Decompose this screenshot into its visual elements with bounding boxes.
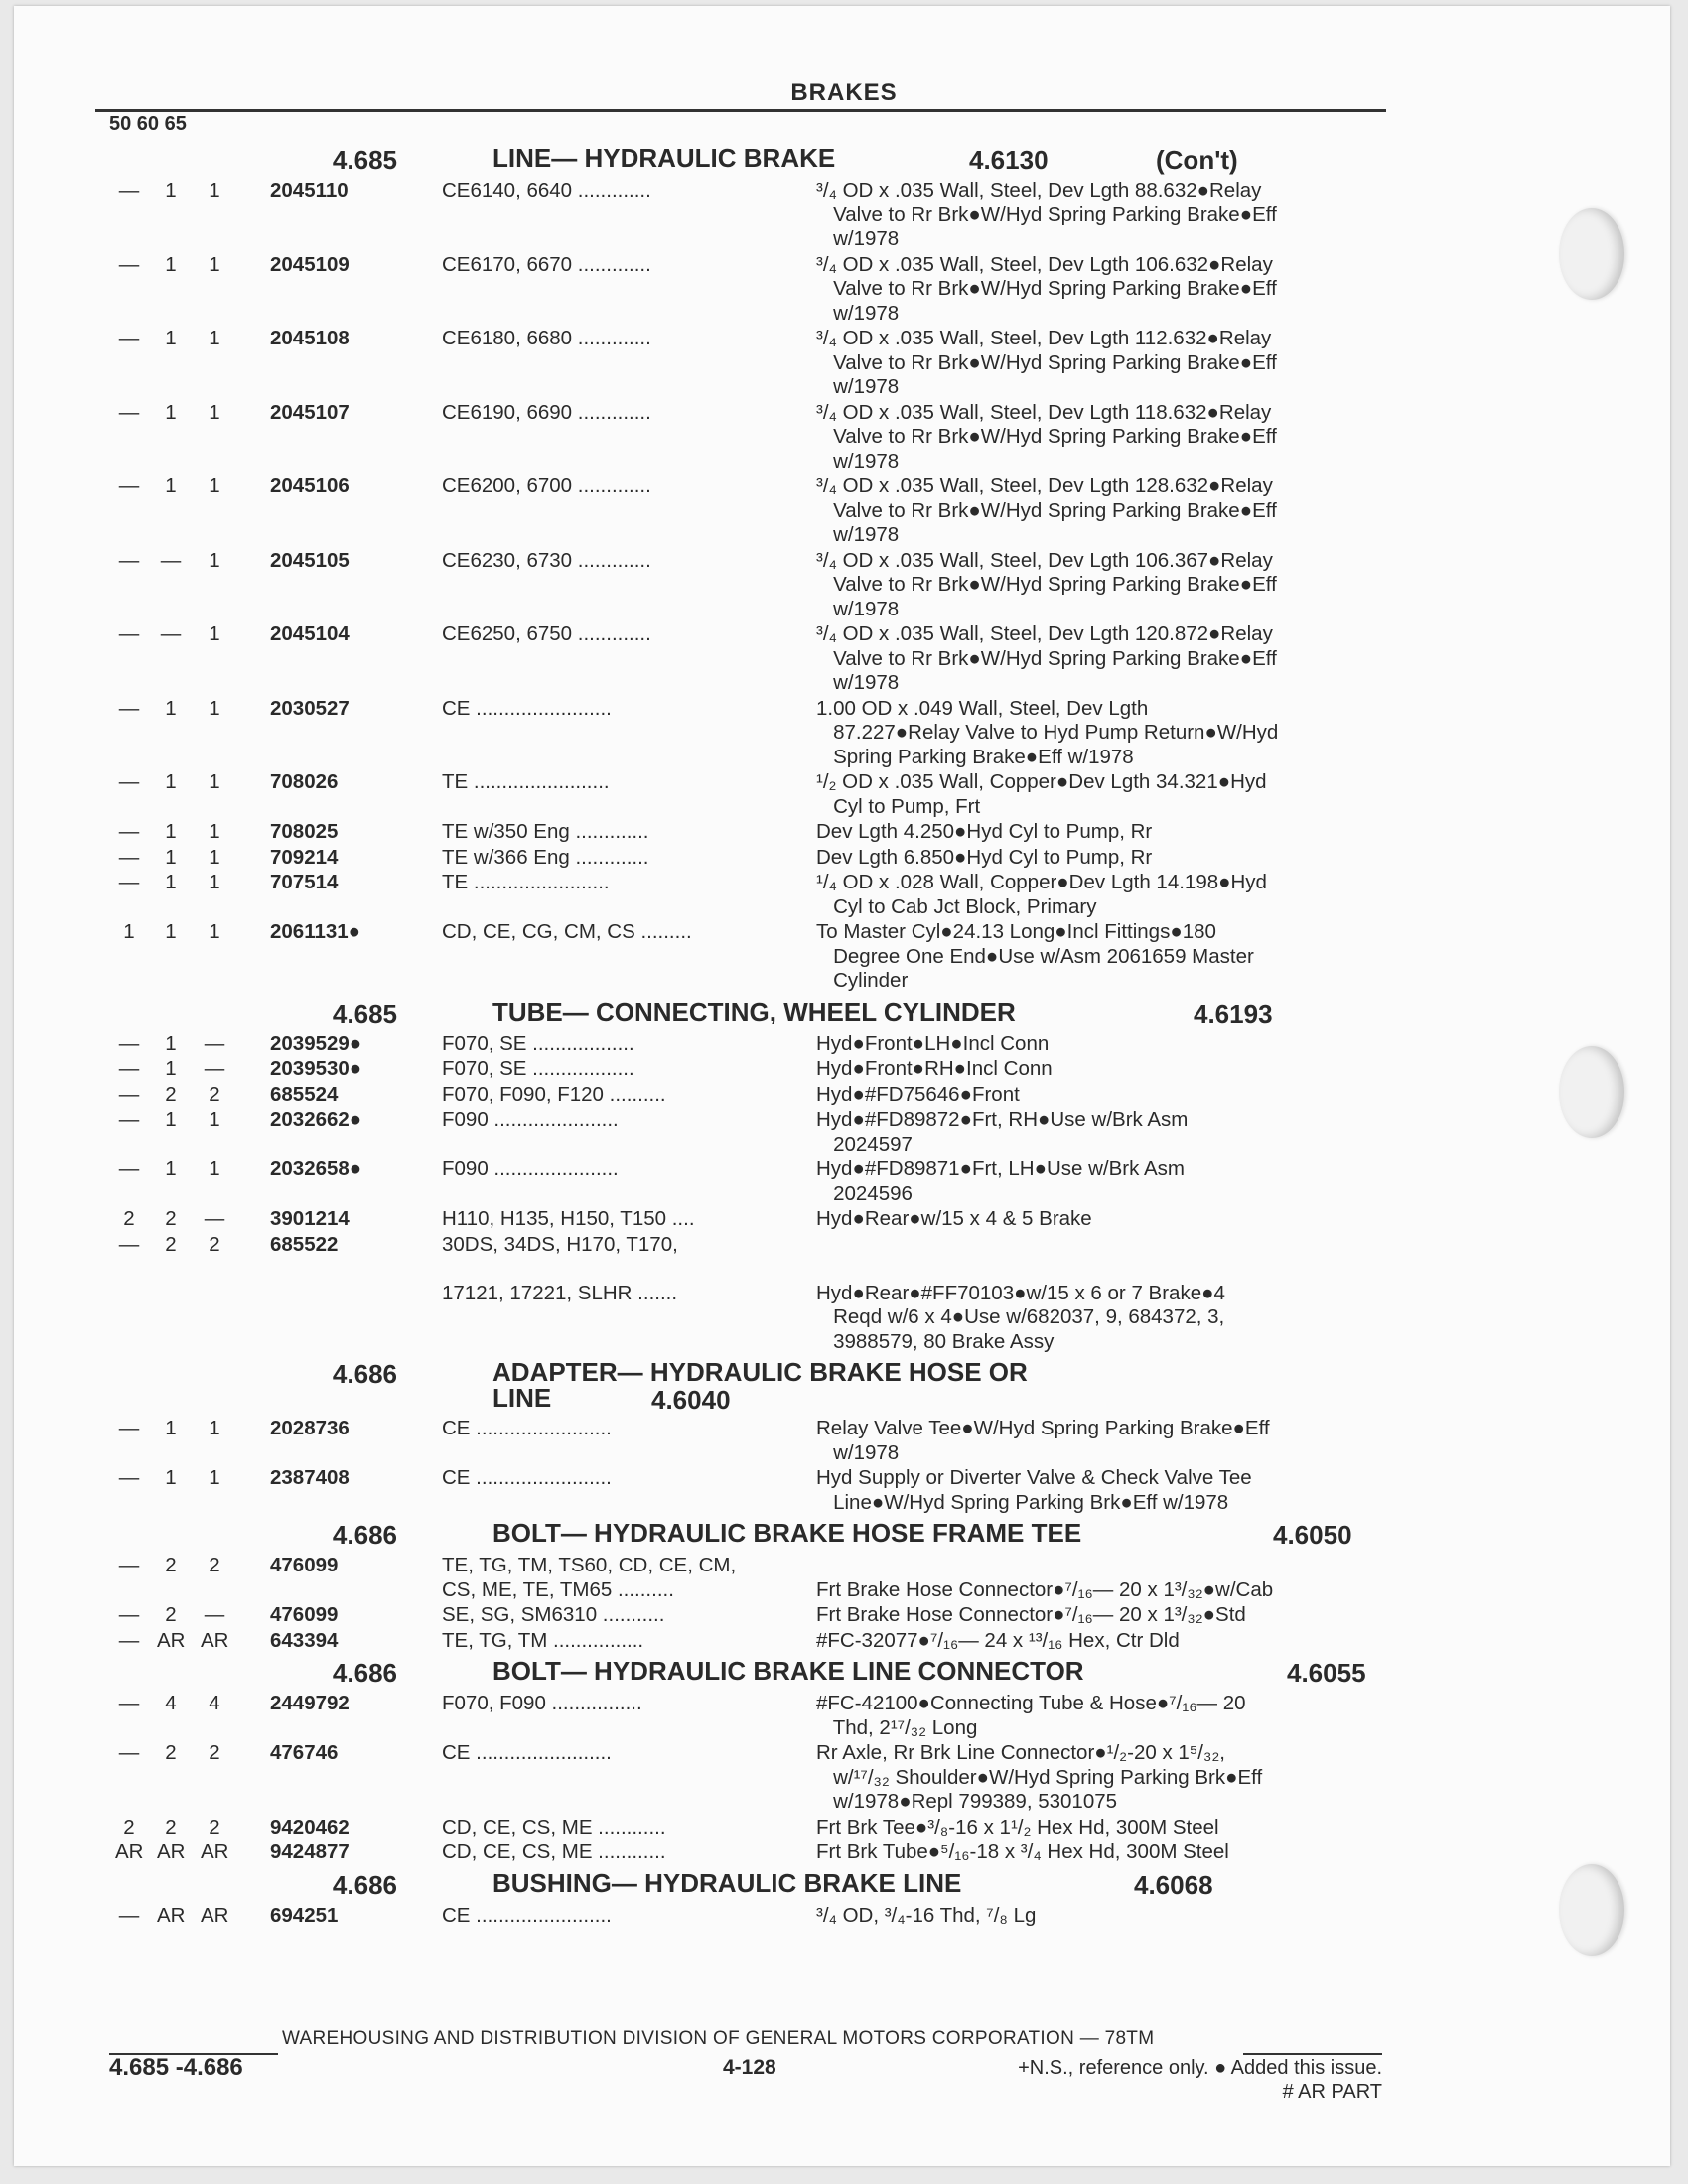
qty-1965: 2	[209, 1554, 220, 1576]
part-description: Reqd w/6 x 4●Use w/682037, 9, 684372, 3,	[816, 1305, 1225, 1328]
section-title-continued: LINE	[492, 1383, 552, 1413]
section-ref: 4.6055	[1287, 1658, 1366, 1688]
qty-1950: —	[118, 548, 140, 572]
part-row	[0, 253, 1688, 328]
qty-1965: 1	[209, 1417, 220, 1439]
model-applicability: CE ........................	[442, 1417, 612, 1439]
part-description: ³/₄ OD x .035 Wall, Steel, Dev Lgth 128.632●Relay	[816, 475, 1273, 497]
part-row	[0, 1816, 1688, 1842]
qty-1950: —	[118, 252, 140, 276]
part-description: 2024597	[816, 1132, 913, 1156]
part-row	[0, 179, 1688, 253]
qty-1960: 1	[165, 1108, 177, 1131]
qty-1950: —	[118, 475, 140, 497]
section-title: LINE— HYDRAULIC BRAKE	[492, 143, 836, 173]
part-description: Frt Brake Hose Connector●⁷/₁₆— 20 x 1³/₃₂●Std	[816, 1603, 1246, 1626]
qty-1965: AR	[201, 1628, 229, 1652]
qty-1965: 2	[209, 1815, 220, 1839]
part-number: 9420462	[270, 1815, 350, 1839]
part-description: Hyd●Rear●#FF70103●w/15 x 6 or 7 Brake●4	[816, 1281, 1225, 1304]
part-row	[0, 327, 1688, 401]
part-number: 476746	[270, 1741, 339, 1764]
part-row	[0, 1741, 1688, 1816]
part-description: #FC-42100●Connecting Tube & Hose●⁷/₁₆— 20	[816, 1692, 1246, 1714]
part-number: 3901214	[270, 1207, 350, 1230]
qty-1950: 1	[123, 920, 135, 943]
part-number: 2045109	[270, 252, 350, 276]
model-applicability: CE ........................	[442, 696, 612, 720]
part-description: w/1978	[816, 227, 900, 250]
part-description: Degree One End●Use w/Asm 2061659 Master	[816, 944, 1254, 968]
part-description: ³/₄ OD x .035 Wall, Steel, Dev Lgth 120.872●Relay	[816, 622, 1273, 645]
model-applicability: CD, CE, CG, CM, CS .........	[442, 920, 692, 943]
qty-1960: 2	[165, 1207, 177, 1230]
part-description: 87.227●Relay Valve to Hyd Pump Return●W/Hyd	[816, 721, 1279, 744]
section-heading	[0, 141, 1688, 179]
part-description: ³/₄ OD x .035 Wall, Steel, Dev Lgth 106.632●Relay	[816, 252, 1273, 276]
part-row	[0, 1108, 1688, 1158]
part-description: Dev Lgth 4.250●Hyd Cyl to Pump, Rr	[816, 820, 1153, 843]
part-row	[0, 1466, 1688, 1516]
qty-1965: 1	[209, 1108, 220, 1131]
part-number: 2032662●	[270, 1108, 362, 1131]
model-applicability: F090 ......................	[442, 1158, 619, 1180]
qty-1960: 1	[165, 871, 177, 893]
qty-1950: —	[118, 1057, 140, 1080]
header-rule	[95, 109, 1386, 112]
part-number: 476099	[270, 1603, 339, 1626]
page-title: BRAKES	[790, 79, 898, 106]
part-row	[0, 1032, 1688, 1058]
section-title: TUBE— CONNECTING, WHEEL CYLINDER	[492, 996, 1016, 1026]
model-applicability: CD, CE, CS, ME ............	[442, 1815, 666, 1839]
qty-1960: 1	[165, 475, 177, 497]
section-heading	[0, 1654, 1688, 1692]
part-description: Hyd●Front●RH●Incl Conn	[816, 1057, 1053, 1080]
footer-code-range: 4.685 -4.686	[109, 2054, 243, 2081]
section-ref: 4.6068	[1134, 1869, 1213, 1900]
part-description: Rr Axle, Rr Brk Line Connector●¹/₂-20 x 1⁵/₃₂,	[816, 1741, 1226, 1764]
qty-1965: 1	[209, 845, 220, 869]
part-description: ³/₄ OD x .035 Wall, Steel, Dev Lgth 106.367●Relay	[816, 548, 1273, 572]
qty-1960: 1	[165, 820, 177, 843]
section-code: 4.686	[332, 1658, 397, 1688]
qty-1965: 1	[209, 1158, 220, 1180]
qty-1950: —	[118, 1158, 140, 1180]
part-row	[0, 1207, 1688, 1233]
part-row	[0, 1158, 1688, 1207]
part-description: Valve to Rr Brk●W/Hyd Spring Parking Brake●Eff	[816, 646, 1277, 670]
section-heading	[0, 1516, 1688, 1554]
part-description: Valve to Rr Brk●W/Hyd Spring Parking Brake●Eff	[816, 203, 1277, 226]
qty-1950: —	[118, 179, 140, 202]
qty-1965: —	[204, 1207, 225, 1230]
section-heading	[0, 1866, 1688, 1904]
qty-1950: —	[118, 1628, 140, 1652]
part-description: w/1978●Repl 799389, 5301075	[816, 1790, 1118, 1813]
qty-1960: 1	[165, 770, 177, 793]
part-description: #FC-32077●⁷/₁₆— 24 x ¹³/₁₆ Hex, Ctr Dld	[816, 1628, 1180, 1652]
part-description: w/1978	[816, 375, 900, 398]
part-number: 709214	[270, 845, 339, 869]
part-number: 2045104	[270, 622, 350, 645]
qty-1965: 1	[209, 327, 220, 349]
part-description: Hyd●#FD89872●Frt, RH●Use w/Brk Asm	[816, 1108, 1189, 1131]
model-applicability: CE6170, 6670 .............	[442, 252, 651, 276]
model-applicability: TE ........................	[442, 770, 610, 793]
model-applicability: 30DS, 34DS, H170, T170,	[442, 1232, 678, 1256]
part-description: ¹/₂ OD x .035 Wall, Copper●Dev Lgth 34.321●Hyd	[816, 770, 1267, 793]
model-applicability: CE6190, 6690 .............	[442, 400, 651, 424]
qty-1960: 1	[165, 400, 177, 424]
part-row	[0, 549, 1688, 623]
part-description: Cyl to Pump, Frt	[816, 794, 981, 818]
part-description: Line●W/Hyd Spring Parking Brk●Eff w/1978	[816, 1490, 1229, 1514]
part-row	[0, 1841, 1688, 1866]
part-description: Valve to Rr Brk●W/Hyd Spring Parking Brake●Eff	[816, 277, 1277, 300]
footer-rule-right	[1243, 2053, 1382, 2055]
part-description: w/¹⁷/₃₂ Shoulder●W/Hyd Spring Parking Brk●Eff	[816, 1765, 1263, 1789]
qty-1960: 2	[165, 1815, 177, 1839]
page-number: 4-128	[723, 2056, 776, 2079]
section-title: BOLT— HYDRAULIC BRAKE HOSE FRAME TEE	[492, 1518, 1082, 1548]
qty-1960: 2	[165, 1554, 177, 1576]
section-ref: 4.6050	[1273, 1520, 1352, 1550]
section-code: 4.685	[332, 145, 397, 175]
part-number: 708026	[270, 770, 339, 793]
part-description: Cylinder	[816, 969, 909, 992]
qty-1960: 1	[165, 845, 177, 869]
part-description: ³/₄ OD, ³/₄-16 Thd, ⁷/₈ Lg	[816, 1903, 1037, 1927]
model-applicability: TE w/366 Eng .............	[442, 845, 649, 869]
part-row	[0, 622, 1688, 697]
qty-1960: 2	[165, 1232, 177, 1256]
section-title: BUSHING— HYDRAULIC BRAKE LINE	[492, 1867, 962, 1898]
part-row	[0, 1057, 1688, 1083]
model-applicability: CE ........................	[442, 1903, 612, 1927]
qty-1950: —	[118, 1466, 140, 1489]
part-row	[0, 1554, 1688, 1603]
model-applicability: CE6250, 6750 .............	[442, 622, 651, 645]
model-applicability: F070, SE ..................	[442, 1057, 634, 1080]
qty-1965: 1	[209, 920, 220, 943]
qty-1950: —	[118, 1603, 140, 1626]
part-row	[0, 846, 1688, 872]
qty-1965: 2	[209, 1741, 220, 1764]
part-description: 2024596	[816, 1181, 913, 1205]
part-description: Hyd●Front●LH●Incl Conn	[816, 1031, 1050, 1055]
qty-1960: 2	[165, 1603, 177, 1626]
part-description: ³/₄ OD x .035 Wall, Steel, Dev Lgth 88.632●Relay	[816, 179, 1262, 202]
model-applicability: TE, TG, TM ................	[442, 1628, 644, 1652]
model-applicability: F090 ......................	[442, 1108, 619, 1131]
section-ref: 4.6193	[1194, 998, 1273, 1028]
qty-1960: —	[160, 622, 182, 645]
qty-1960: 1	[165, 1057, 177, 1080]
part-description: Valve to Rr Brk●W/Hyd Spring Parking Brake●Eff	[816, 498, 1277, 522]
part-row	[0, 401, 1688, 476]
qty-1950: 2	[123, 1207, 135, 1230]
part-row	[0, 697, 1688, 771]
part-number: 2039530●	[270, 1057, 362, 1080]
model-applicability: TE w/350 Eng .............	[442, 820, 649, 843]
part-description: Hyd●Rear●w/15 x 4 & 5 Brake	[816, 1207, 1092, 1230]
part-number: 2061131●	[270, 920, 361, 943]
qty-1950: —	[118, 1554, 140, 1576]
part-number: 2045108	[270, 327, 350, 349]
part-number: 2039529●	[270, 1031, 362, 1055]
part-description: Valve to Rr Brk●W/Hyd Spring Parking Brake●Eff	[816, 573, 1277, 596]
qty-1965: 1	[209, 1466, 220, 1489]
part-number: 2045107	[270, 400, 350, 424]
section-code: 4.685	[332, 998, 397, 1028]
part-row	[0, 1603, 1688, 1629]
qty-1965: 1	[209, 400, 220, 424]
model-applicability: SE, SG, SM6310 ...........	[442, 1603, 665, 1626]
qty-1950: —	[118, 820, 140, 843]
model-applicability: CE6180, 6680 .............	[442, 327, 651, 349]
part-row	[0, 770, 1688, 820]
part-row	[0, 1083, 1688, 1109]
qty-1960: 1	[165, 179, 177, 202]
footer-legend-note: +N.S., reference only. ● Added this issue.	[1018, 2057, 1382, 2079]
section-code: 4.686	[332, 1869, 397, 1900]
part-description: Cyl to Cab Jct Block, Primary	[816, 894, 1097, 918]
section-code: 4.686	[332, 1359, 397, 1389]
part-number: 2028736	[270, 1417, 350, 1439]
qty-1950: —	[118, 1082, 140, 1106]
qty-1950: —	[118, 770, 140, 793]
qty-1950: —	[118, 327, 140, 349]
part-description: Frt Brake Hose Connector●⁷/₁₆— 20 x 1³/₃₂●w/Cab	[816, 1577, 1274, 1601]
section-code: 4.686	[332, 1520, 397, 1550]
model-applicability: CS, ME, TE, TM65 ..........	[442, 1577, 674, 1601]
part-number: 2387408	[270, 1466, 350, 1489]
qty-1960: 1	[165, 920, 177, 943]
section-title: ADAPTER— HYDRAULIC BRAKE HOSE OR	[492, 1357, 1028, 1387]
part-description: 1.00 OD x .049 Wall, Steel, Dev Lgth	[816, 696, 1149, 720]
section-heading	[0, 995, 1688, 1032]
qty-1965: 1	[209, 179, 220, 202]
qty-1960: 1	[165, 1031, 177, 1055]
section-ref: 4.6130	[969, 145, 1049, 175]
qty-1965: 2	[209, 1232, 220, 1256]
part-number: 2045110	[270, 179, 349, 202]
part-row	[0, 1233, 1688, 1356]
part-number: 685524	[270, 1082, 339, 1106]
year-columns-header: 50 60 65	[109, 113, 187, 135]
model-applicability: 17121, 17221, SLHR .......	[442, 1281, 678, 1304]
qty-1960: 2	[165, 1741, 177, 1764]
qty-1960: 1	[165, 1417, 177, 1439]
model-applicability: F070, F090, F120 ..........	[442, 1082, 666, 1106]
part-description: w/1978	[816, 523, 900, 546]
model-applicability: TE ........................	[442, 871, 610, 893]
qty-1950: —	[118, 1903, 140, 1927]
qty-1965: —	[204, 1057, 225, 1080]
part-row	[0, 920, 1688, 995]
qty-1965: 1	[209, 696, 220, 720]
qty-1950: AR	[115, 1841, 144, 1863]
model-applicability: CE ........................	[442, 1741, 612, 1764]
part-description: Hyd●#FD75646●Front	[816, 1082, 1020, 1106]
part-row	[0, 820, 1688, 846]
part-description: w/1978	[816, 1440, 900, 1464]
part-row	[0, 1629, 1688, 1655]
qty-1950: 2	[123, 1815, 135, 1839]
qty-1965: 1	[209, 820, 220, 843]
section-ref: 4.6040	[651, 1385, 731, 1415]
qty-1960: 1	[165, 1466, 177, 1489]
part-number: 708025	[270, 820, 339, 843]
part-description: Dev Lgth 6.850●Hyd Cyl to Pump, Rr	[816, 845, 1153, 869]
qty-1960: —	[160, 548, 182, 572]
qty-1960: AR	[157, 1903, 186, 1927]
part-description: Valve to Rr Brk●W/Hyd Spring Parking Brake●Eff	[816, 425, 1277, 448]
qty-1950: —	[118, 871, 140, 893]
qty-1950: —	[118, 622, 140, 645]
qty-1950: —	[118, 1031, 140, 1055]
qty-1965: 1	[209, 252, 220, 276]
part-number: 2030527	[270, 696, 350, 720]
qty-1960: 1	[165, 696, 177, 720]
qty-1965: —	[204, 1031, 225, 1055]
part-description: Hyd Supply or Diverter Valve & Check Valve Tee	[816, 1466, 1252, 1489]
qty-1950: —	[118, 696, 140, 720]
qty-1950: —	[118, 845, 140, 869]
part-row	[0, 1417, 1688, 1466]
footer-organization: WAREHOUSING AND DISTRIBUTION DIVISION OF GENERAL MOTORS CORPORATION — 78TM	[282, 2028, 1155, 2049]
part-description: w/1978	[816, 449, 900, 473]
part-number: 643394	[270, 1628, 339, 1652]
section-heading	[0, 1355, 1688, 1417]
model-applicability: H110, H135, H150, T150 ....	[442, 1207, 695, 1230]
section-title: BOLT— HYDRAULIC BRAKE LINE CONNECTOR	[492, 1656, 1084, 1686]
part-description: ¹/₄ OD x .028 Wall, Copper●Dev Lgth 14.198●Hyd	[816, 871, 1267, 893]
qty-1960: 1	[165, 327, 177, 349]
part-description: w/1978	[816, 301, 900, 325]
qty-1950: —	[118, 1741, 140, 1764]
part-description: Thd, 2¹⁷/₃₂ Long	[816, 1715, 978, 1739]
section-continued: (Con't)	[1156, 145, 1238, 175]
part-description: ³/₄ OD x .035 Wall, Steel, Dev Lgth 112.632●Relay	[816, 327, 1272, 349]
model-applicability: F070, SE ..................	[442, 1031, 634, 1055]
model-applicability: F070, F090 ................	[442, 1692, 642, 1714]
part-number: 9424877	[270, 1841, 350, 1863]
part-row	[0, 475, 1688, 549]
part-description: Valve to Rr Brk●W/Hyd Spring Parking Brake●Eff	[816, 350, 1277, 374]
qty-1965: AR	[201, 1903, 229, 1927]
qty-1960: 2	[165, 1082, 177, 1106]
part-row	[0, 1904, 1688, 1930]
part-number: 685522	[270, 1232, 339, 1256]
part-row	[0, 871, 1688, 920]
part-description: 3988579, 80 Brake Assy	[816, 1329, 1055, 1353]
qty-1950: —	[118, 1232, 140, 1256]
qty-1960: 1	[165, 1158, 177, 1180]
part-description: Frt Brk Tube●⁵/₁₆-18 x ³/₄ Hex Hd, 300M Steel	[816, 1841, 1229, 1863]
part-description: Relay Valve Tee●W/Hyd Spring Parking Brake●Eff	[816, 1417, 1270, 1439]
part-description: Spring Parking Brake●Eff w/1978	[816, 745, 1134, 768]
qty-1950: —	[118, 400, 140, 424]
qty-1960: 4	[165, 1692, 177, 1714]
part-row	[0, 1692, 1688, 1741]
part-number: 476099	[270, 1554, 339, 1576]
model-applicability: TE, TG, TM, TS60, CD, CE, CM,	[442, 1554, 737, 1576]
qty-1960: 1	[165, 252, 177, 276]
qty-1965: 1	[209, 871, 220, 893]
part-number: 2045106	[270, 475, 350, 497]
model-applicability: CE6200, 6700 .............	[442, 475, 651, 497]
model-applicability: CD, CE, CS, ME ............	[442, 1841, 666, 1863]
part-number: 694251	[270, 1903, 339, 1927]
qty-1965: 2	[209, 1082, 220, 1106]
part-number: 2045105	[270, 548, 350, 572]
qty-1965: 1	[209, 622, 220, 645]
part-description: w/1978	[816, 597, 900, 620]
model-applicability: CE6230, 6730 .............	[442, 548, 651, 572]
qty-1950: —	[118, 1692, 140, 1714]
qty-1965: AR	[201, 1841, 229, 1863]
part-number: 2449792	[270, 1692, 350, 1714]
qty-1960: AR	[157, 1628, 186, 1652]
model-applicability: CE6140, 6640 .............	[442, 179, 651, 202]
model-applicability: CE ........................	[442, 1466, 612, 1489]
part-description: To Master Cyl●24.13 Long●Incl Fittings●180	[816, 920, 1216, 943]
part-number: 707514	[270, 871, 339, 893]
footer-ar-note: # AR PART	[1282, 2081, 1382, 2103]
part-description: Hyd●#FD89871●Frt, LH●Use w/Brk Asm	[816, 1158, 1185, 1180]
qty-1950: —	[118, 1417, 140, 1439]
part-description: Frt Brk Tee●³/₈-16 x 1¹/₂ Hex Hd, 300M Steel	[816, 1815, 1219, 1839]
qty-1965: 1	[209, 770, 220, 793]
qty-1960: AR	[157, 1841, 186, 1863]
part-description: w/1978	[816, 671, 900, 694]
parts-listing	[0, 141, 1688, 1929]
qty-1965: 4	[209, 1692, 220, 1714]
qty-1965: —	[204, 1603, 225, 1626]
part-description: ³/₄ OD x .035 Wall, Steel, Dev Lgth 118.632●Relay	[816, 400, 1272, 424]
qty-1965: 1	[209, 548, 220, 572]
part-number: 2032658●	[270, 1158, 362, 1180]
qty-1965: 1	[209, 475, 220, 497]
qty-1950: —	[118, 1108, 140, 1131]
